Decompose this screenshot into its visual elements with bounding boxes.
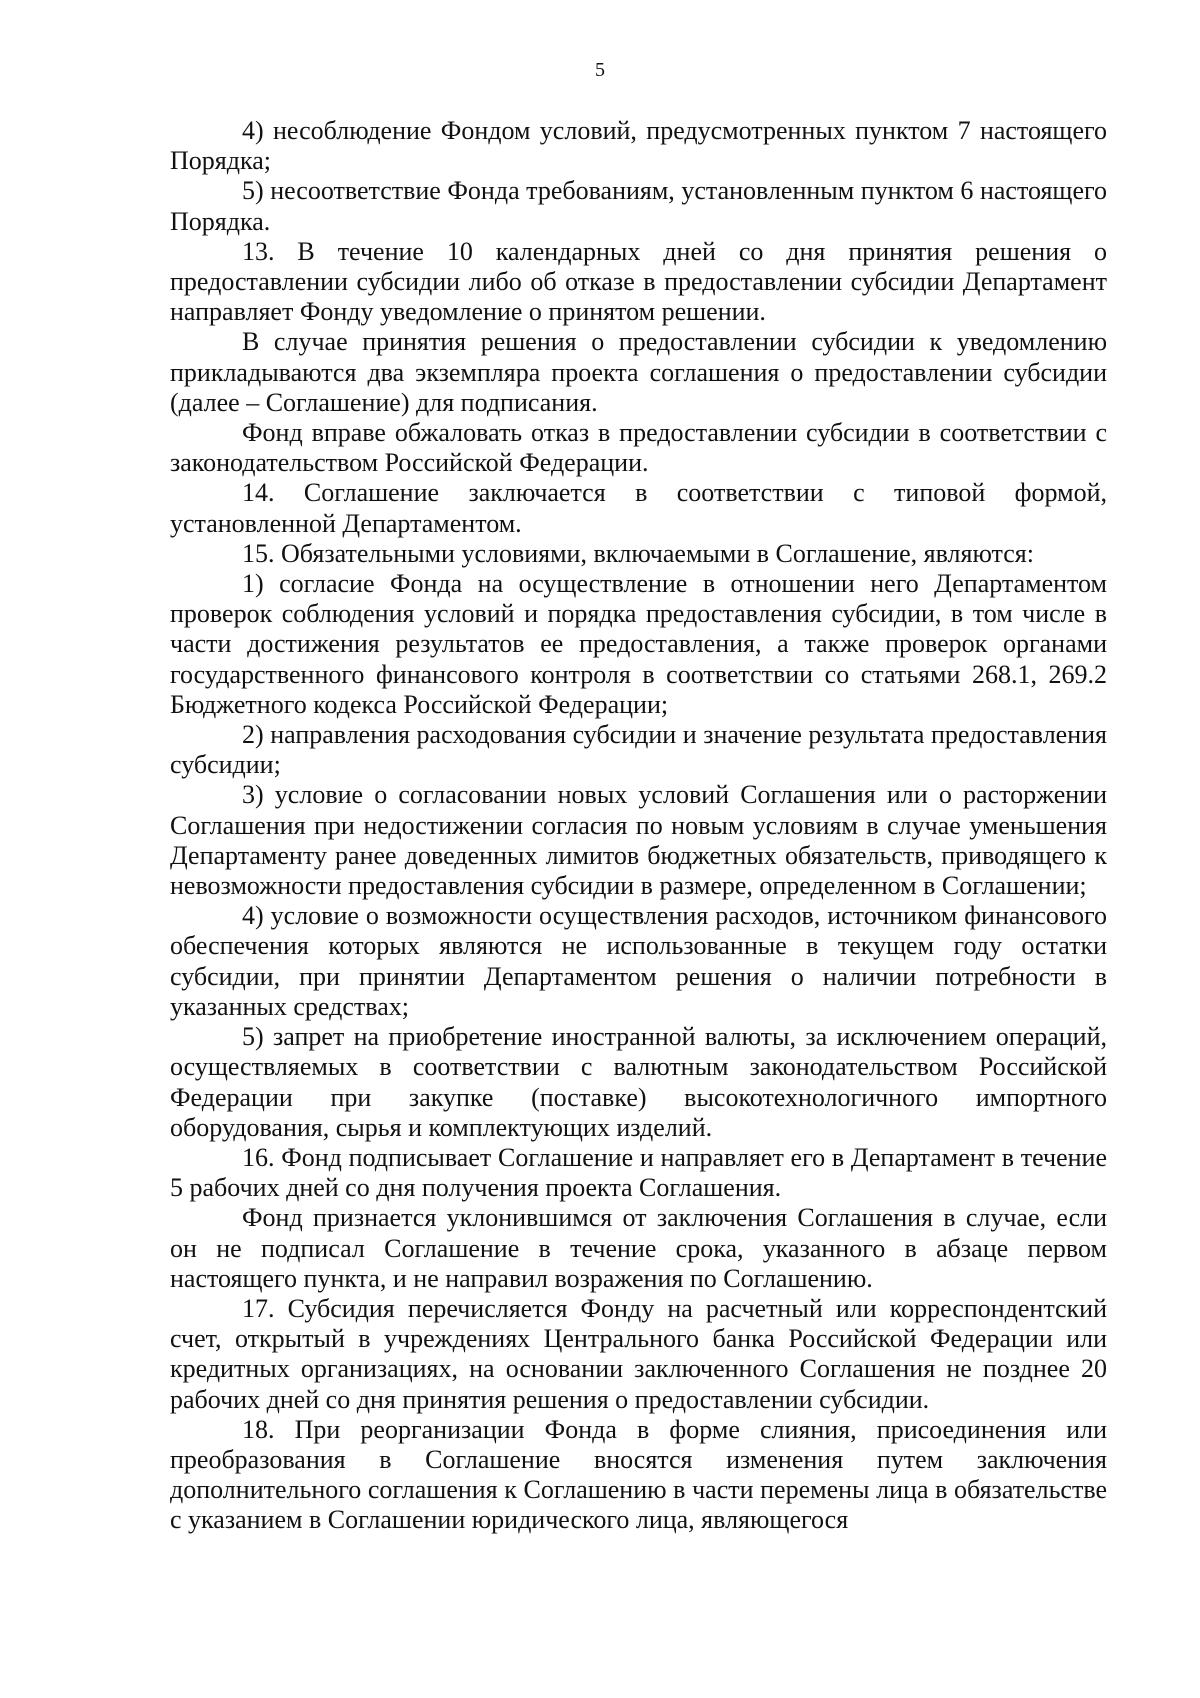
paragraph-condition-3: 3) условие о согласовании новых условий Соглашения или о расторжении Соглашения при недостижении согласия по новым условиям в случае уменьшения Департаменту ранее доведенных лимитов бюджетных обязательств, приводящего к невозможности предоставления субсидии в размере, определенном в Соглашении;	[170, 780, 1107, 901]
paragraph-clause-14: 14. Соглашение заключается в соответствии с типовой формой, установленной Департаментом.	[170, 478, 1107, 538]
paragraph-appeal-right: Фонд вправе обжаловать отказ в предоставлении субсидии в соответствии с законодательством Российской Федерации.	[170, 418, 1107, 478]
paragraph-condition-5: 5) запрет на приобретение иностранной валюты, за исключением операций, осуществляемых в соответствии с валютным законодательством Российской Федерации при закупке (поставке) высокотехнологичного импортного оборудования, сырья и комплектующих изделий.	[170, 1022, 1107, 1142]
document-body	[170, 116, 1107, 1536]
paragraph-clause-17: 17. Субсидия перечисляется Фонду на расчетный или корреспондентский счет, открытый в учреждениях Центрального банка Российской Федерации или кредитных организациях, на основании заключенного Соглашения не позднее 20 рабочих дней со дня принятия решения о предоставлении субсидии.	[170, 1293, 1107, 1414]
page-number: 5	[595, 59, 605, 81]
paragraph-condition-2: 2) направления расходования субсидии и значение результата предоставления субсидии;	[170, 720, 1107, 780]
paragraph-item-4: 4) несоблюдение Фондом условий, предусмотренных пунктом 7 настоящего Порядка;	[170, 116, 1107, 176]
paragraph-clause-16: 16. Фонд подписывает Соглашение и направляет его в Департамент в течение 5 рабочих дней со дня получения проекта Соглашения.	[170, 1142, 1107, 1203]
paragraph-item-5: 5) несоответствие Фонда требованиям, установленным пунктом 6 настоящего Порядка.	[170, 176, 1107, 236]
paragraph-clause-18: 18. При реорганизации Фонда в форме слияния, присоединения или преобразования в Соглашение вносятся изменения путем заключения дополнительного соглашения к Соглашению в части перемены лица в обязательстве с указанием в Соглашении юридического лица, являющегося	[170, 1414, 1107, 1535]
paragraph-agreement-attachment: В случае принятия решения о предоставлении субсидии к уведомлению прикладываются два экземпляра проекта соглашения о предоставлении субсидии (далее – Соглашение) для подписания.	[170, 327, 1107, 417]
paragraph-condition-1: 1) согласие Фонда на осуществление в отношении него Департаментом проверок соблюдения условий и порядка предоставления субсидии, в том числе в части достижения результатов ее предоставления, а также проверок органами государственного финансового контроля в соответствии со статьями 268.1, 269.2 Бюджетного кодекса Российской Федерации;	[170, 569, 1107, 719]
paragraph-clause-15: 15. Обязательными условиями, включаемыми в Соглашение, являются:	[242, 538, 1034, 568]
paragraph-evasion: Фонд признается уклонившимся от заключения Соглашения в случае, если он не подписал Соглашение в течение срока, указанного в абзаце первом настоящего пункта, и не направил возражения по Соглашению.	[170, 1203, 1107, 1293]
paragraph-clause-13: 13. В течение 10 календарных дней со дня принятия решения о предоставлении субсидии либо об отказе в предоставлении субсидии Департамент направляет Фонду уведомление о принятом решении.	[170, 236, 1107, 327]
paragraph-condition-4: 4) условие о возможности осуществления расходов, источником финансового обеспечения которых являются не использованные в текущем году остатки субсидии, при принятии Департаментом решения о наличии потребности в указанных средствах;	[170, 901, 1107, 1021]
